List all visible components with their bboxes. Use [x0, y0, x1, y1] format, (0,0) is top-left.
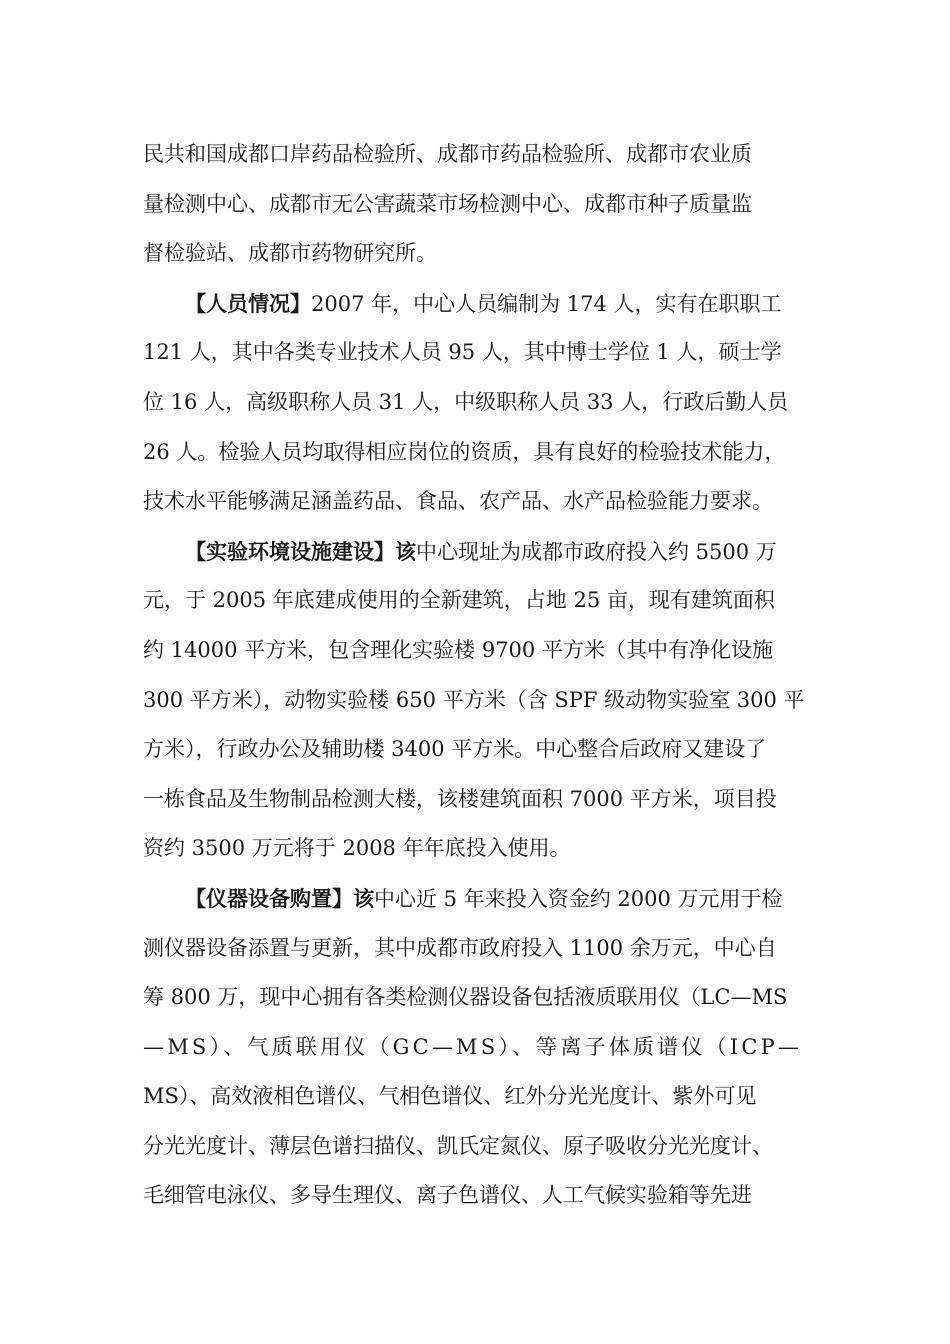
- text-line: 26 人。检验人员均取得相应岗位的资质，具有良好的检验技术能力，: [143, 439, 786, 464]
- text-line: 位 16 人，高级职称人员 31 人，中级职称人员 33 人，行政后勤人员: [143, 389, 789, 414]
- lead-char: 该: [353, 885, 374, 911]
- paragraph-first-line: [143, 874, 823, 924]
- text-line: 元，于 2005 年底建成使用的全新建筑，占地 25 亩，现有建筑面积: [143, 588, 775, 613]
- text-line: 筹 800 万，现中心拥有各类检测仪器设备包括液质联用仪（LC—MS: [143, 985, 788, 1010]
- text-line: 民共和国成都口岸药品检验所、成都市药品检验所、成都市农业质: [143, 142, 752, 166]
- section-heading-equipment: 【仪器设备购置】: [185, 885, 353, 911]
- text-line: 方米），行政办公及辅助楼 3400 平方米。中心整合后政府又建设了: [143, 737, 767, 762]
- document-body: [143, 130, 823, 1221]
- text-span: 中心近 5 年来投入资金约 2000 万元用于检: [374, 886, 783, 911]
- text-line: 约 14000 平方米，包含理化实验楼 9700 平方米（其中有净化设施: [143, 637, 773, 662]
- paragraph-first-line: [143, 527, 823, 577]
- lead-char: 该: [395, 538, 416, 564]
- paragraph-first-line: [143, 279, 823, 329]
- section-heading-facilities: 【实验环境设施建设】: [185, 538, 395, 564]
- text-line: 分光光度计、薄层色谱扫描仪、凯氏定氮仪、原子吸收分光光度计、: [143, 1133, 773, 1158]
- text-line: 资约 3500 万元将于 2008 年年底投入使用。: [143, 836, 571, 861]
- text-line: 技术水平能够满足涵盖药品、食品、农产品、水产品检验能力要求。: [143, 489, 773, 514]
- text-line: 121 人，其中各类专业技术人员 95 人，其中博士学位 1 人，硕士学: [143, 340, 782, 365]
- text-line: 300 平方米），动物实验楼 650 平方米（含 SPF 级动物实验室 300 平: [143, 687, 805, 712]
- text-line: 量检测中心、成都市无公害蔬菜市场检测中心、成都市种子质量监: [143, 191, 752, 216]
- text-line: 一栋食品及生物制品检测大楼，该楼建筑面积 7000 平方米，项目投: [143, 786, 777, 811]
- text-line: MS）、高效液相色谱仪、气相色谱仪、红外分光光度计、紫外可见: [143, 1084, 757, 1109]
- text-line: 毛细管电泳仪、多导生理仪、离子色谱仪、人工气候实验箱等先进: [143, 1183, 752, 1208]
- text-span: 中心现址为成都市政府投入约 5500 万: [416, 539, 777, 564]
- section-heading-personnel: 【人员情况】: [185, 290, 311, 316]
- text-line: 测仪器设备添置与更新，其中成都市政府投入 1100 余万元，中心自: [143, 935, 777, 960]
- text-line: —MS）、气质联用仪（GC—MS）、等离子体质谱仪（ICP—: [143, 1034, 803, 1059]
- text-span: 2007 年，中心人员编制为 174 人，实有在职职工: [311, 291, 782, 316]
- text-line: 督检验站、成都市药物研究所。: [143, 241, 437, 266]
